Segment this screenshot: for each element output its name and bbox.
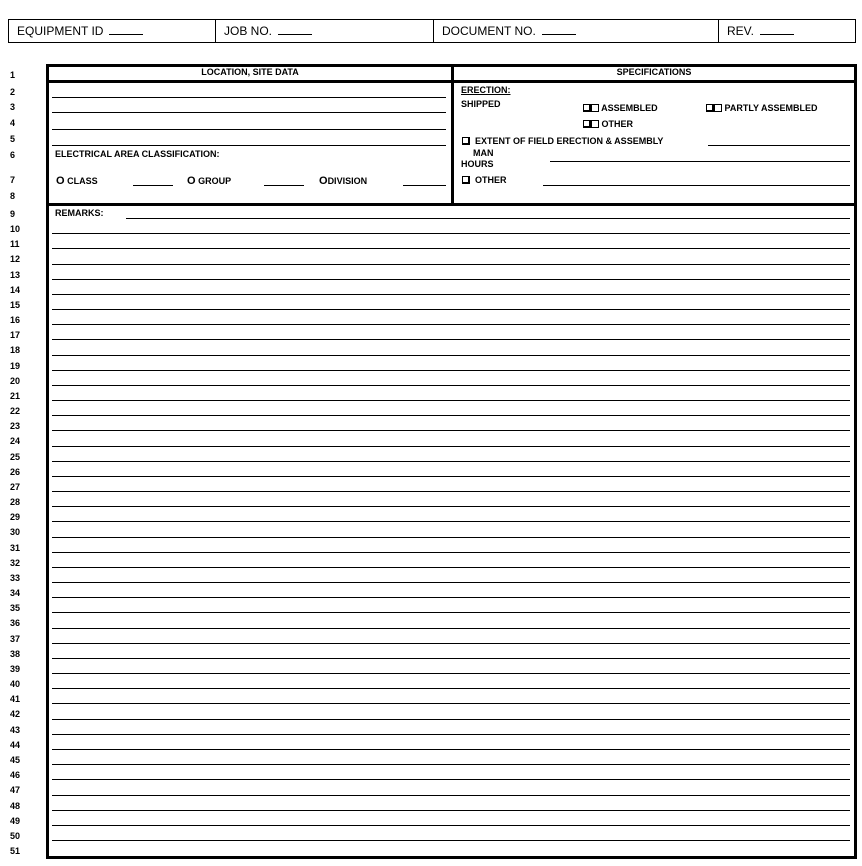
remark-line[interactable]: [52, 279, 850, 280]
row-number: 37: [10, 633, 21, 644]
row-number: 26: [10, 466, 21, 477]
row-number: 28: [10, 497, 21, 508]
location-line-5[interactable]: [52, 145, 446, 146]
remark-line[interactable]: [52, 430, 850, 431]
other-extent-option[interactable]: [462, 175, 507, 186]
remark-line[interactable]: [52, 264, 850, 265]
location-line-3[interactable]: [52, 112, 446, 113]
location-line-2[interactable]: [52, 97, 446, 98]
division-option[interactable]: [319, 176, 367, 187]
row-number: 6: [10, 150, 16, 160]
remark-line[interactable]: [52, 688, 850, 689]
other-extent-checkbox-icon[interactable]: [462, 176, 470, 184]
row-number: 23: [10, 421, 21, 432]
remark-line[interactable]: [52, 658, 850, 659]
remark-line[interactable]: [52, 825, 850, 826]
column-divider: [451, 64, 454, 206]
class-radio-icon[interactable]: O: [56, 175, 65, 187]
row-number: 50: [10, 830, 21, 841]
document-no-label: DOCUMENT NO.: [442, 24, 536, 38]
remark-line[interactable]: [52, 339, 850, 340]
row-number: 17: [10, 330, 21, 341]
row-number: 40: [10, 679, 21, 690]
specifications-section-title: SPECIFICATIONS: [616, 67, 692, 77]
row-number: 15: [10, 299, 21, 310]
partly-assembled-label: PARTLY ASSEMBLED: [724, 103, 818, 113]
remark-line[interactable]: [52, 491, 850, 492]
row-number: 9: [10, 209, 16, 219]
group-blank[interactable]: [264, 185, 304, 186]
erection-label: ERECTION:: [461, 85, 511, 95]
shipped-label: SHIPPED: [461, 99, 501, 109]
remark-line[interactable]: [52, 567, 850, 568]
man-hours-blank[interactable]: [550, 161, 850, 162]
remark-line[interactable]: [52, 400, 850, 401]
remark-line[interactable]: [52, 643, 850, 644]
remark-line[interactable]: [52, 597, 850, 598]
assembled-label: ASSEMBLED: [601, 103, 658, 113]
row-number: 32: [10, 557, 21, 568]
division-radio-icon[interactable]: O: [319, 175, 328, 187]
row-number: 5: [10, 134, 16, 144]
division-label: DIVISION: [327, 176, 368, 186]
remark-line[interactable]: [52, 628, 850, 629]
remark-line[interactable]: [126, 218, 850, 219]
division-blank[interactable]: [403, 185, 446, 186]
remark-line[interactable]: [52, 309, 850, 310]
row-number: 11: [10, 239, 20, 250]
group-label: GROUP: [198, 176, 232, 186]
row-number: 39: [10, 663, 21, 674]
other-shipped-option[interactable]: [583, 119, 633, 130]
row-number: 34: [10, 588, 21, 599]
row-number: 41: [10, 694, 21, 705]
row-number: 46: [10, 770, 21, 781]
partly-assembled-checkbox-outer-icon[interactable]: [706, 104, 714, 112]
row-number: 12: [10, 254, 21, 265]
class-label: CLASS: [67, 176, 98, 186]
row-number: 38: [10, 648, 21, 659]
row-number: 36: [10, 618, 21, 629]
remark-line[interactable]: [52, 446, 850, 447]
row-number: 18: [10, 345, 21, 356]
row-number: 47: [10, 785, 21, 796]
remark-line[interactable]: [52, 370, 850, 371]
row-number: 33: [10, 572, 21, 583]
row-number: 13: [10, 269, 21, 280]
rev-label: REV.: [727, 24, 754, 38]
remark-line[interactable]: [52, 582, 850, 583]
remarks-label: REMARKS:: [55, 208, 104, 218]
remark-line[interactable]: [52, 734, 850, 735]
job-no-cell[interactable]: [216, 20, 434, 42]
row-number: 4: [10, 118, 16, 128]
job-no-label: JOB NO.: [224, 24, 273, 38]
remark-line[interactable]: [52, 749, 850, 750]
other-shipped-checkbox-outer-icon[interactable]: [583, 120, 591, 128]
extent-label: EXTENT OF FIELD ERECTION & ASSEMBLY: [475, 136, 664, 146]
row-number: 10: [10, 224, 21, 234]
row-number: 45: [10, 755, 21, 765]
electrical-area-label: ELECTRICAL AREA CLASSIFICATION:: [55, 149, 220, 159]
remark-line[interactable]: [52, 810, 850, 811]
row-number: 29: [10, 512, 21, 523]
other-extent-blank[interactable]: [543, 185, 850, 186]
document-no-cell[interactable]: [434, 20, 719, 42]
row-number: 24: [10, 436, 21, 447]
remark-line[interactable]: [52, 294, 850, 295]
other-shipped-label: OTHER: [601, 119, 634, 129]
row-number: 3: [10, 102, 16, 112]
job-no-blank[interactable]: [278, 24, 312, 35]
rev-blank[interactable]: [760, 24, 794, 35]
remark-line[interactable]: [52, 779, 850, 780]
class-option[interactable]: [56, 176, 98, 187]
row-number: 49: [10, 815, 21, 826]
assembled-checkbox-outer-icon[interactable]: [583, 104, 591, 112]
remark-line[interactable]: [52, 461, 850, 462]
remark-line[interactable]: [52, 233, 850, 234]
remark-line[interactable]: [52, 506, 850, 507]
man-label: MAN: [473, 148, 494, 158]
row-number: 14: [10, 284, 21, 295]
remark-line[interactable]: [52, 385, 850, 386]
row-number: 27: [10, 481, 21, 492]
row-number: 30: [10, 527, 21, 538]
row-number: 19: [10, 360, 21, 371]
remark-line[interactable]: [52, 764, 850, 765]
remark-line[interactable]: [52, 795, 850, 796]
row-number: 44: [10, 739, 21, 750]
remark-line[interactable]: [52, 552, 850, 553]
document-header: [8, 19, 856, 43]
group-radio-icon[interactable]: O: [187, 175, 196, 187]
extent-blank[interactable]: [708, 145, 850, 146]
row-number: 43: [10, 724, 21, 735]
row-number: 16: [10, 315, 21, 325]
remark-line[interactable]: [52, 537, 850, 538]
class-blank[interactable]: [133, 185, 173, 186]
remark-line[interactable]: [52, 612, 850, 613]
location-section-title: LOCATION, SITE DATA: [201, 67, 299, 77]
row-number: 21: [10, 390, 21, 401]
remark-line[interactable]: [52, 703, 850, 704]
assembled-checkbox-icon[interactable]: [591, 104, 599, 112]
row-number: 8: [10, 191, 16, 201]
remark-line[interactable]: [52, 521, 850, 522]
row-number: 48: [10, 800, 21, 811]
remark-line[interactable]: [52, 719, 850, 720]
remark-line[interactable]: [52, 673, 850, 674]
row-number: 51: [10, 846, 21, 856]
group-option[interactable]: [187, 176, 231, 187]
rev-cell[interactable]: [719, 20, 855, 42]
partly-assembled-checkbox-icon[interactable]: [714, 104, 722, 112]
remark-line[interactable]: [52, 476, 850, 477]
equipment-id-blank[interactable]: [109, 24, 143, 35]
remark-line[interactable]: [52, 840, 850, 841]
other-shipped-checkbox-icon[interactable]: [591, 120, 599, 128]
document-no-blank[interactable]: [542, 24, 576, 35]
remark-line[interactable]: [52, 248, 850, 249]
row-number: 25: [10, 451, 21, 462]
hours-label: HOURS: [461, 159, 494, 169]
row-number: 20: [10, 375, 21, 386]
assembled-option[interactable]: [583, 103, 658, 114]
equipment-id-cell[interactable]: [9, 20, 216, 42]
row-number: 22: [10, 406, 21, 416]
row-number: 2: [10, 87, 16, 97]
row-number: 35: [10, 603, 21, 614]
row-number: 7: [10, 175, 16, 185]
row-number: 31: [10, 542, 21, 553]
remark-line[interactable]: [52, 415, 850, 416]
location-line-4[interactable]: [52, 129, 446, 130]
remark-line[interactable]: [52, 355, 850, 356]
row-number: 1: [10, 70, 16, 80]
equipment-id-label: EQUIPMENT ID: [17, 24, 104, 38]
extent-checkbox-icon[interactable]: [462, 137, 470, 145]
extent-option[interactable]: [462, 136, 663, 147]
other-extent-label: OTHER: [475, 175, 507, 185]
row-number: 42: [10, 709, 21, 720]
partly-assembled-option[interactable]: [706, 103, 818, 114]
remark-line[interactable]: [52, 324, 850, 325]
